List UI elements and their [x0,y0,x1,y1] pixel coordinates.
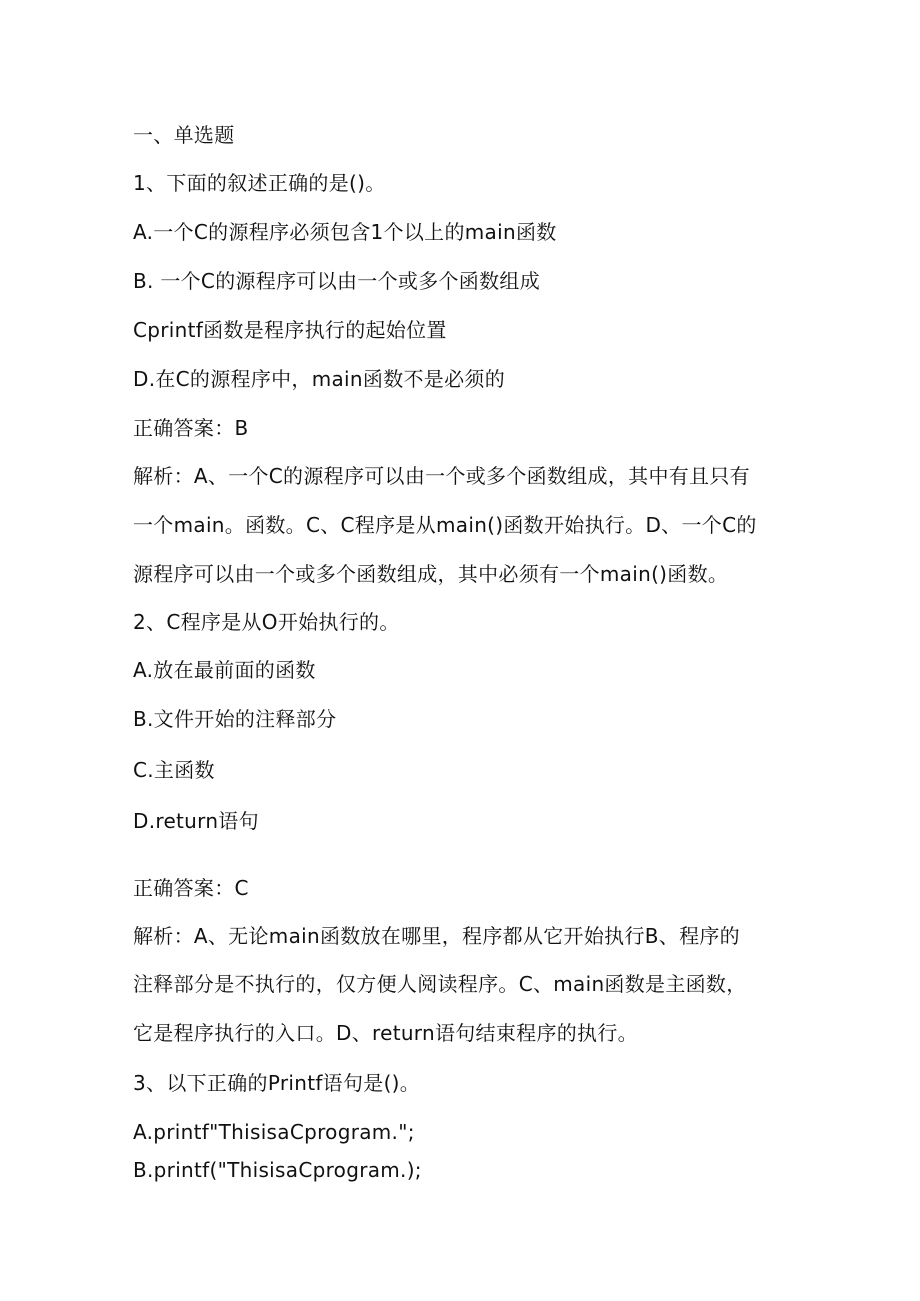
section-title: 一、单选题 [133,123,235,147]
question-1-analysis-line: 一个main。函数。C、C程序是从main()函数开始执行。D、一个C的 [133,513,757,537]
question-1-option-c: Cprintf函数是程序执行的起始位置 [133,318,447,342]
question-1-stem: 1、下面的叙述正确的是()。 [133,171,386,195]
question-1-analysis-line: 解析：A、一个C的源程序可以由一个或多个函数组成，其中有且只有 [133,464,750,488]
question-1-option-a: A.一个C的源程序必须包含1个以上的main函数 [133,220,557,244]
question-2-option-c: C.主函数 [133,758,215,782]
question-3-option-a: A.printf"ThisisaCprogram."; [133,1120,415,1144]
question-1-option-b: B. 一个C的源程序可以由一个或多个函数组成 [133,269,540,293]
question-2-analysis-line: 注释部分是不执行的，仅方便人阅读程序。C、main函数是主函数， [133,972,747,996]
question-1-analysis-line: 源程序可以由一个或多个函数组成，其中必须有一个main()函数。 [133,562,729,586]
question-2-option-d: D.return语句 [133,809,259,833]
question-2-analysis-line: 它是程序执行的入口。D、return语句结束程序的执行。 [133,1021,638,1045]
question-2-option-a: A.放在最前面的函数 [133,658,316,682]
question-2-stem: 2、C程序是从O开始执行的。 [133,610,400,634]
question-3-stem: 3、以下正确的Printf语句是()。 [133,1071,421,1095]
question-2-answer: 正确答案：C [133,876,249,900]
question-1-answer: 正确答案：B [133,416,249,440]
question-2-option-b: B.文件开始的注释部分 [133,707,337,731]
question-3-option-b: B.printf("ThisisaCprogram.); [133,1158,422,1182]
question-2-analysis-line: 解析：A、无论main函数放在哪里，程序都从它开始执行B、程序的 [133,924,740,948]
question-1-option-d: D.在C的源程序中，main函数不是必须的 [133,367,505,391]
